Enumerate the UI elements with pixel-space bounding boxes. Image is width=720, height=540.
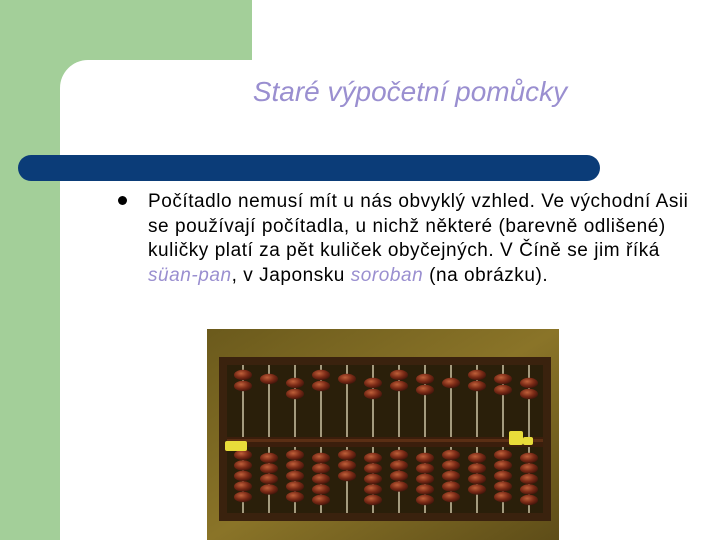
soroban-abacus-photo (207, 329, 559, 540)
bullet-text (148, 190, 710, 288)
title-divider-bar (18, 155, 600, 181)
bullet-text-part-3: (na obrázku). (423, 264, 549, 286)
term-soroban: soroban (350, 264, 424, 286)
bullet-text-part-2: , v Japonsku (231, 264, 351, 286)
bullet-icon (118, 196, 127, 205)
term-suan-pan: süan-pan (148, 264, 232, 286)
bullet-text-part-1: Počítadlo nemusí mít u nás obvyklý vzhled. Ve východní Asii se používají počítadla, u nichž některé (barevně odlišené) kuličky platí za pět kuliček obyčejných. V Číně se jim říká (148, 191, 689, 261)
slide-title: Staré výpočetní pomůcky (252, 76, 568, 107)
